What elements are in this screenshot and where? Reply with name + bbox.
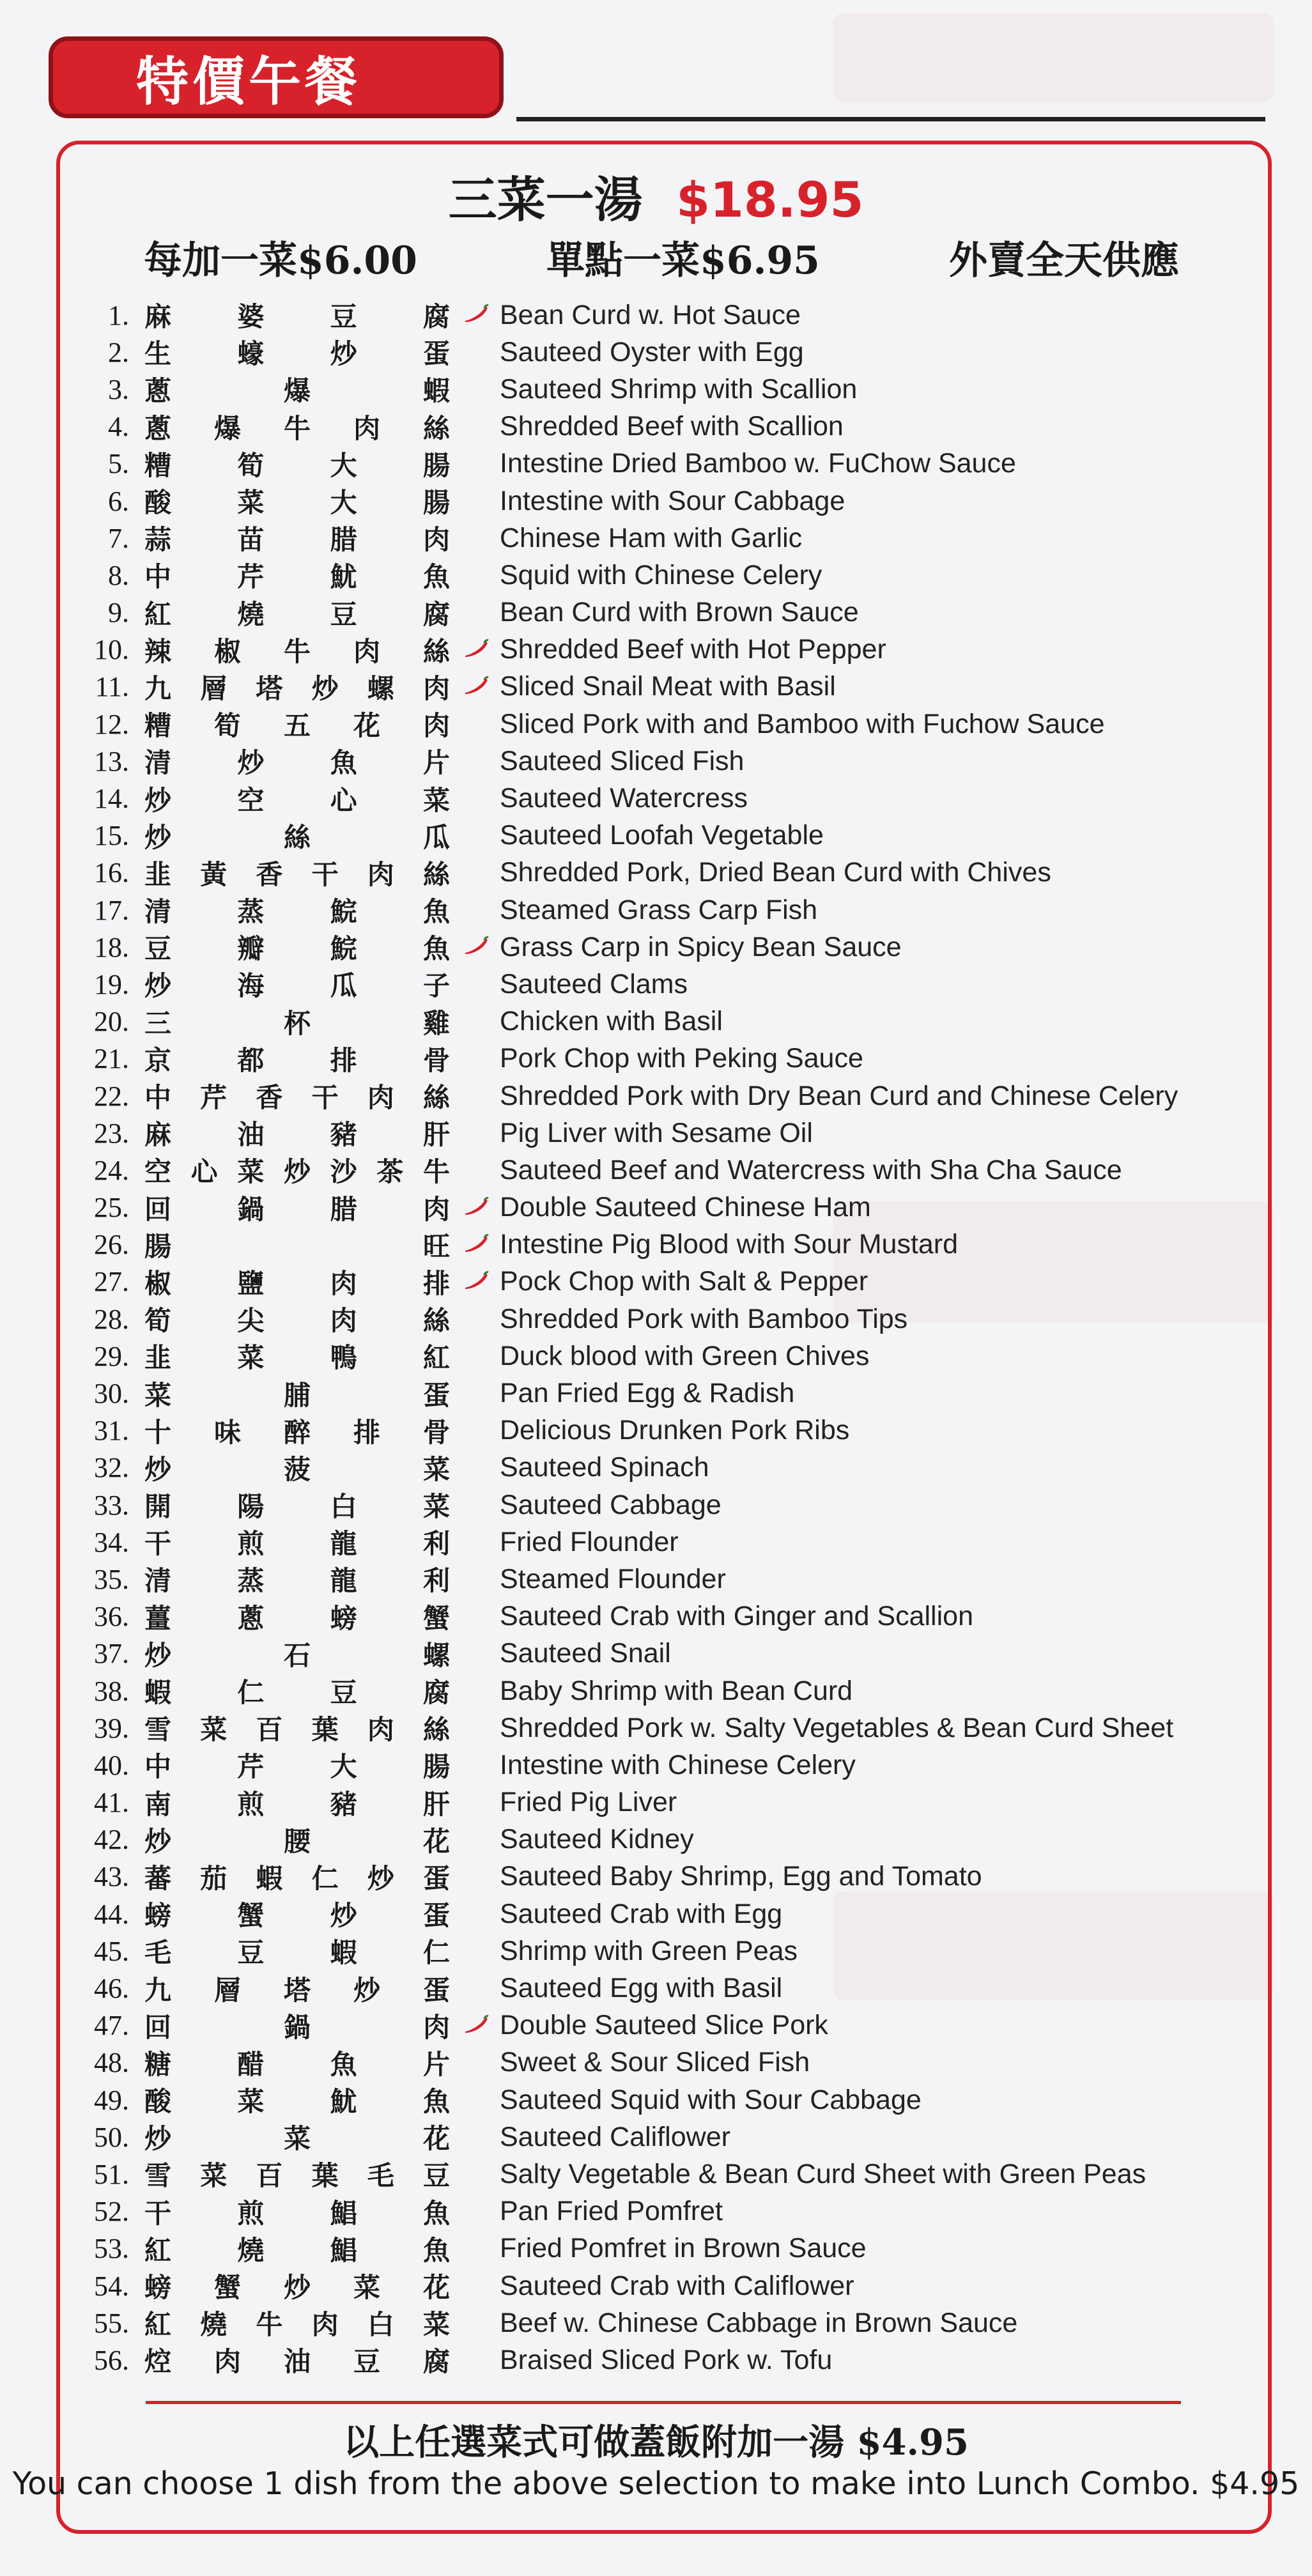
item-name-en: Pig Liver with Sesame Oil (500, 1117, 813, 1148)
item-name-zh: 蔥 爆 蝦 (144, 375, 450, 407)
item-name-zh: 酸 菜 魷 魚 (144, 2086, 450, 2118)
item-number: 44. (94, 1898, 129, 1930)
item-number: 24. (94, 1154, 129, 1186)
menu-item (83, 2304, 1259, 2341)
spicy-indicator (463, 1271, 500, 1293)
item-name-zh: 紅 燒 鯧 魚 (144, 2234, 450, 2266)
menu-item (83, 1449, 1259, 1486)
item-number: 13. (94, 745, 129, 777)
item-number: 52. (94, 2196, 129, 2228)
item-name-zh: 清 蒸 龍 利 (144, 1565, 450, 1597)
menu-item (83, 854, 1259, 891)
item-name-zh: 菜 脯 蛋 (144, 1379, 450, 1411)
item-name-en: Sauteed Baby Shrimp, Egg and Tomato (500, 1861, 982, 1892)
menu-item (83, 1263, 1259, 1300)
item-name-en: Sweet & Sour Sliced Fish (500, 2047, 810, 2078)
item-name-en: Fried Flounder (500, 1526, 679, 1557)
item-number: 17. (94, 894, 129, 926)
spicy-indicator (463, 676, 500, 698)
item-name-zh: 麻 油 豬 肝 (144, 1119, 450, 1151)
menu-item (83, 557, 1259, 594)
item-number: 34. (94, 1526, 129, 1558)
item-name-zh: 三 杯 雞 (144, 1007, 450, 1039)
pricing-subtitle (144, 230, 1179, 285)
item-number: 29. (94, 1340, 129, 1372)
item-name-zh: 炒 絲 瓜 (144, 821, 450, 853)
footer-note-en: You can choose 1 dish from the above selection to make into Lunch Combo. $4.95 (12, 2465, 1300, 2502)
menu-item (83, 706, 1259, 743)
item-name-en: Shredded Pork with Bamboo Tips (500, 1303, 908, 1334)
item-number: 42. (94, 1824, 129, 1856)
spicy-indicator (463, 1234, 500, 1256)
item-number: 35. (94, 1563, 129, 1595)
item-number: 4. (108, 411, 129, 443)
item-name-zh: 清 炒 魚 片 (144, 747, 450, 779)
single-dish-price: 單點一菜$6.95 (546, 238, 820, 283)
item-name-zh: 干 煎 龍 利 (144, 1528, 450, 1560)
item-name-zh: 糖 醋 魚 片 (144, 2048, 450, 2080)
item-name-en: Sauteed Crab with Ginger and Scallion (500, 1601, 973, 1632)
item-name-en: Sauteed Kidney (500, 1824, 694, 1855)
item-number: 33. (94, 1489, 129, 1521)
menu-item (83, 2267, 1259, 2304)
item-name-zh: 清 蒸 鯇 魚 (144, 896, 450, 928)
item-number: 1. (108, 299, 129, 331)
item-name-en: Intestine with Sour Cabbage (500, 485, 845, 516)
extra-dish-price: 每加一菜$6.00 (144, 238, 417, 283)
menu-item (83, 966, 1259, 1003)
item-name-zh: 螃 蟹 炒 蛋 (144, 1900, 450, 1932)
item-name-en: Sauteed Loofah Vegetable (500, 820, 824, 851)
item-number: 27. (94, 1266, 129, 1298)
item-number: 15. (94, 820, 129, 852)
item-name-en: Sliced Pork with and Bamboo with Fuchow Sauce (500, 708, 1105, 739)
item-name-en: Steamed Flounder (500, 1563, 726, 1594)
spicy-indicator (463, 2015, 500, 2037)
item-number: 51. (94, 2158, 129, 2190)
item-name-zh: 糟 筍 大 腸 (144, 449, 450, 481)
item-name-zh: 炒 海 瓜 子 (144, 970, 450, 1002)
item-name-en: Steamed Grass Carp Fish (500, 894, 818, 925)
menu-list (83, 297, 1259, 2379)
item-number: 12. (94, 708, 129, 740)
menu-item (83, 1635, 1259, 1672)
item-number: 54. (94, 2270, 129, 2302)
item-number: 31. (94, 1415, 129, 1447)
item-name-en: Sauteed Cabbage (500, 1489, 722, 1520)
item-name-zh: 生 蠔 炒 蛋 (144, 338, 450, 370)
menu-item (83, 1114, 1259, 1152)
item-name-en: Chicken with Basil (500, 1006, 723, 1037)
item-name-zh: 京 都 排 骨 (144, 1044, 450, 1076)
item-name-zh: 炒 菜 花 (144, 2123, 450, 2155)
item-number: 14. (94, 783, 129, 815)
item-number: 25. (94, 1192, 129, 1224)
chili-pepper-icon (463, 1271, 490, 1293)
menu-item (83, 2156, 1259, 2193)
chili-pepper-icon (463, 1197, 490, 1219)
menu-item (83, 1077, 1259, 1114)
item-number: 18. (94, 931, 129, 963)
menu-item (83, 1784, 1259, 1821)
item-number: 8. (108, 559, 129, 591)
menu-item (83, 929, 1259, 966)
item-number: 16. (94, 857, 129, 889)
item-name-en: Pan Fried Pomfret (500, 2196, 723, 2227)
item-name-zh: 蕃 茄 蝦 仁 炒 蛋 (144, 1862, 450, 1894)
item-name-zh: 中 芹 大 腸 (144, 1751, 450, 1783)
item-name-en: Sauteed Oyster with Egg (500, 336, 804, 367)
menu-item (83, 743, 1259, 780)
item-name-zh: 雪 菜 百 葉 肉 絲 (144, 1714, 450, 1746)
item-name-en: Squid with Chinese Celery (500, 559, 822, 590)
item-name-zh: 九 層 塔 炒 螺 肉 (144, 672, 450, 704)
item-name-zh: 炒 空 心 菜 (144, 784, 450, 816)
chili-pepper-icon (463, 676, 490, 698)
item-number: 6. (108, 485, 129, 517)
chili-pepper-icon (463, 304, 490, 326)
menu-item (83, 520, 1259, 557)
item-name-zh: 炒 菠 菜 (144, 1453, 450, 1485)
menu-item (83, 817, 1259, 854)
item-number: 56. (94, 2344, 129, 2376)
menu-item (83, 1040, 1259, 1077)
item-name-zh: 南 煎 豬 肝 (144, 1788, 450, 1820)
menu-item (83, 2081, 1259, 2118)
item-name-en: Fried Pig Liver (500, 1787, 677, 1818)
menu-item (83, 371, 1259, 408)
item-name-zh: 中 芹 香 干 肉 絲 (144, 1082, 450, 1114)
header-divider (516, 117, 1265, 121)
item-name-zh: 中 芹 魷 魚 (144, 561, 450, 593)
item-name-zh: 毛 豆 蝦 仁 (144, 1937, 450, 1969)
menu-item (83, 1709, 1259, 1747)
item-name-en: Sauteed Spinach (500, 1452, 709, 1483)
item-name-en: Intestine Dried Bamboo w. FuChow Sauce (500, 448, 1016, 479)
item-name-zh: 空 心 菜 炒 沙 茶 牛 (144, 1156, 450, 1188)
item-name-zh: 酸 菜 大 腸 (144, 487, 450, 519)
item-number: 55. (94, 2307, 129, 2339)
item-name-en: Bean Curd with Brown Sauce (500, 597, 859, 628)
combo-price: $18.95 (676, 171, 864, 228)
item-number: 53. (94, 2233, 129, 2265)
item-name-zh: 薑 蔥 螃 蟹 (144, 1602, 450, 1634)
combo-title-zh: 三菜一湯 (448, 171, 643, 228)
item-name-en: Beef w. Chinese Cabbage in Brown Sauce (500, 2307, 1018, 2338)
chili-pepper-icon (463, 936, 490, 958)
item-name-en: Pan Fried Egg & Radish (500, 1378, 795, 1409)
menu-item (83, 2007, 1259, 2044)
item-name-en: Sauteed Crab with Califlower (500, 2270, 854, 2301)
item-number: 26. (94, 1229, 129, 1261)
item-name-zh: 蔥 爆 牛 肉 絲 (144, 412, 450, 444)
menu-item (83, 1747, 1259, 1784)
item-name-zh: 豆 瓣 鯇 魚 (144, 933, 450, 965)
item-name-en: Sliced Snail Meat with Basil (500, 671, 836, 702)
menu-item (83, 668, 1259, 706)
item-name-en: Bean Curd w. Hot Sauce (500, 299, 801, 330)
item-name-zh: 椒 鹽 肉 排 (144, 1267, 450, 1299)
item-number: 11. (95, 671, 129, 703)
header-tab (49, 36, 504, 118)
item-name-en: Duck blood with Green Chives (500, 1340, 870, 1371)
item-name-en: Double Sauteed Slice Pork (500, 2010, 828, 2041)
footer-divider (146, 2401, 1181, 2404)
item-number: 2. (108, 336, 129, 368)
item-number: 20. (94, 1006, 129, 1038)
spicy-indicator (463, 936, 500, 958)
menu-item (83, 2341, 1259, 2379)
item-name-zh: 韭 黃 香 干 肉 絲 (144, 858, 450, 890)
menu-item (83, 1523, 1259, 1561)
menu-item (83, 631, 1259, 668)
item-name-en: Salty Vegetable & Bean Curd Sheet with Green Peas (500, 2158, 1146, 2189)
item-name-en: Intestine Pig Blood with Sour Mustard (500, 1229, 959, 1260)
chili-pepper-icon (463, 639, 490, 661)
menu-item (83, 1189, 1259, 1226)
menu-item (83, 891, 1259, 929)
item-name-en: Double Sauteed Chinese Ham (500, 1192, 871, 1223)
item-name-en: Sauteed Squid with Sour Cabbage (500, 2084, 922, 2115)
item-name-zh: 韭 菜 鴨 紅 (144, 1342, 450, 1374)
item-name-zh: 糟 筍 五 花 肉 (144, 710, 450, 742)
item-name-zh: 紅 燒 牛 肉 白 菜 (144, 2309, 450, 2341)
item-name-en: Sauteed Egg with Basil (500, 1973, 783, 2004)
item-number: 43. (94, 1861, 129, 1893)
menu-item (83, 2118, 1259, 2156)
menu-item (83, 1561, 1259, 1598)
item-number: 39. (94, 1712, 129, 1744)
menu-item (83, 1858, 1259, 1895)
item-number: 38. (94, 1675, 129, 1707)
item-name-zh: 紅 燒 豆 腐 (144, 598, 450, 630)
item-name-en: Shredded Pork, Dried Bean Curd with Chives (500, 857, 1051, 888)
item-number: 28. (94, 1303, 129, 1335)
menu-item (83, 1486, 1259, 1523)
item-name-zh: 腸 旺 (144, 1230, 450, 1262)
item-name-zh: 開 陽 白 菜 (144, 1491, 450, 1523)
item-name-en: Pock Chop with Salt & Pepper (500, 1266, 868, 1297)
item-name-zh: 回 鍋 肉 (144, 2011, 450, 2043)
item-name-en: Pork Chop with Peking Sauce (500, 1043, 863, 1074)
menu-item (83, 1375, 1259, 1412)
item-number: 37. (94, 1638, 129, 1670)
chili-pepper-icon (463, 2015, 490, 2037)
item-name-zh: 焢 肉 油 豆 腐 (144, 2346, 450, 2378)
item-name-en: Delicious Drunken Pork Ribs (500, 1415, 850, 1446)
spicy-indicator (463, 639, 500, 661)
item-name-zh: 雪 菜 百 葉 毛 豆 (144, 2160, 450, 2192)
menu-item (83, 1932, 1259, 1970)
item-number: 7. (108, 522, 129, 554)
item-name-en: Sauteed Shrimp with Scallion (500, 373, 858, 405)
item-name-en: Sauteed Snail (500, 1638, 671, 1669)
item-name-en: Shredded Beef with Scallion (500, 411, 844, 442)
menu-item (83, 1300, 1259, 1338)
item-name-en: Intestine with Chinese Celery (500, 1749, 856, 1780)
menu-item (83, 445, 1259, 482)
item-name-zh: 十 味 醉 排 骨 (144, 1416, 450, 1448)
menu-item (83, 2044, 1259, 2081)
item-number: 30. (94, 1378, 129, 1410)
menu-item (83, 2230, 1259, 2267)
menu-item (83, 594, 1259, 631)
item-name-en: Baby Shrimp with Bean Curd (500, 1675, 853, 1706)
item-name-en: Sauteed Califlower (500, 2121, 730, 2152)
item-number: 3. (108, 373, 129, 405)
back-page-shadow (833, 13, 1274, 102)
item-number: 45. (94, 1935, 129, 1967)
item-name-en: Grass Carp in Spicy Bean Sauce (500, 931, 902, 962)
menu-item (83, 2193, 1259, 2230)
item-name-en: Braised Sliced Pork w. Tofu (500, 2344, 833, 2375)
item-name-zh: 蒜 苗 腊 肉 (144, 524, 450, 556)
menu-item (83, 482, 1259, 520)
menu-item (83, 1598, 1259, 1635)
item-name-en: Shredded Pork w. Salty Vegetables & Bean Curd Sheet (500, 1712, 1174, 1743)
item-name-zh: 蝦 仁 豆 腐 (144, 1677, 450, 1709)
item-number: 40. (94, 1749, 129, 1781)
item-number: 21. (94, 1043, 129, 1075)
item-name-en: Sauteed Beef and Watercress with Sha Cha Sauce (500, 1154, 1122, 1185)
menu-item (83, 408, 1259, 445)
item-number: 50. (94, 2121, 129, 2153)
item-number: 48. (94, 2047, 129, 2079)
menu-item (83, 1412, 1259, 1449)
menu-item (83, 1821, 1259, 1858)
item-name-en: Sauteed Crab with Egg (500, 1898, 783, 1929)
menu-item (83, 1338, 1259, 1375)
item-number: 22. (94, 1080, 129, 1112)
chili-pepper-icon (463, 1234, 490, 1256)
item-name-en: Shredded Pork with Dry Bean Curd and Chinese Celery (500, 1080, 1178, 1111)
spicy-indicator (463, 1197, 500, 1219)
item-name-zh: 干 煎 鯧 魚 (144, 2197, 450, 2229)
menu-item (83, 1970, 1259, 2007)
item-name-zh: 筍 尖 肉 絲 (144, 1305, 450, 1337)
item-name-zh: 九 層 塔 炒 蛋 (144, 1974, 450, 2006)
menu-item (83, 1672, 1259, 1709)
item-name-zh: 螃 蟹 炒 菜 花 (144, 2272, 450, 2304)
menu-item (83, 1152, 1259, 1189)
item-number: 36. (94, 1601, 129, 1633)
item-number: 47. (94, 2010, 129, 2042)
item-number: 32. (94, 1452, 129, 1484)
item-number: 49. (94, 2084, 129, 2116)
item-number: 41. (94, 1787, 129, 1819)
item-number: 23. (94, 1117, 129, 1149)
menu-item (83, 297, 1259, 334)
footer-note-zh: 以上任選菜式可做蓋飯附加一湯 $4.95 (343, 2421, 969, 2464)
item-name-zh: 麻 婆 豆 腐 (144, 301, 450, 333)
menu-item (83, 1226, 1259, 1263)
item-name-zh: 回 鍋 腊 肉 (144, 1193, 450, 1225)
menu-item (83, 780, 1259, 817)
item-number: 10. (94, 634, 129, 666)
item-name-en: Fried Pomfret in Brown Sauce (500, 2233, 867, 2264)
item-name-zh: 炒 腰 花 (144, 1825, 450, 1857)
item-name-zh: 辣 椒 牛 肉 絲 (144, 635, 450, 667)
item-number: 5. (108, 448, 129, 480)
item-name-en: Sauteed Sliced Fish (500, 745, 745, 776)
menu-item (83, 334, 1259, 371)
item-name-en: Chinese Ham with Garlic (500, 522, 803, 553)
combo-title (0, 161, 1312, 231)
header-title: 特價午餐 (136, 50, 362, 112)
menu-item (83, 1895, 1259, 1932)
item-name-en: Shrimp with Green Peas (500, 1935, 798, 1966)
item-number: 19. (94, 968, 129, 1000)
spicy-indicator (463, 304, 500, 326)
item-number: 9. (108, 597, 129, 629)
item-number: 46. (94, 1973, 129, 2005)
item-name-en: Sauteed Clams (500, 968, 688, 999)
menu-item (83, 1003, 1259, 1040)
takeout-notice: 外賣全天供應 (949, 238, 1179, 283)
item-name-en: Sauteed Watercress (500, 783, 748, 814)
item-name-en: Shredded Beef with Hot Pepper (500, 634, 886, 665)
item-name-zh: 炒 石 螺 (144, 1639, 450, 1671)
